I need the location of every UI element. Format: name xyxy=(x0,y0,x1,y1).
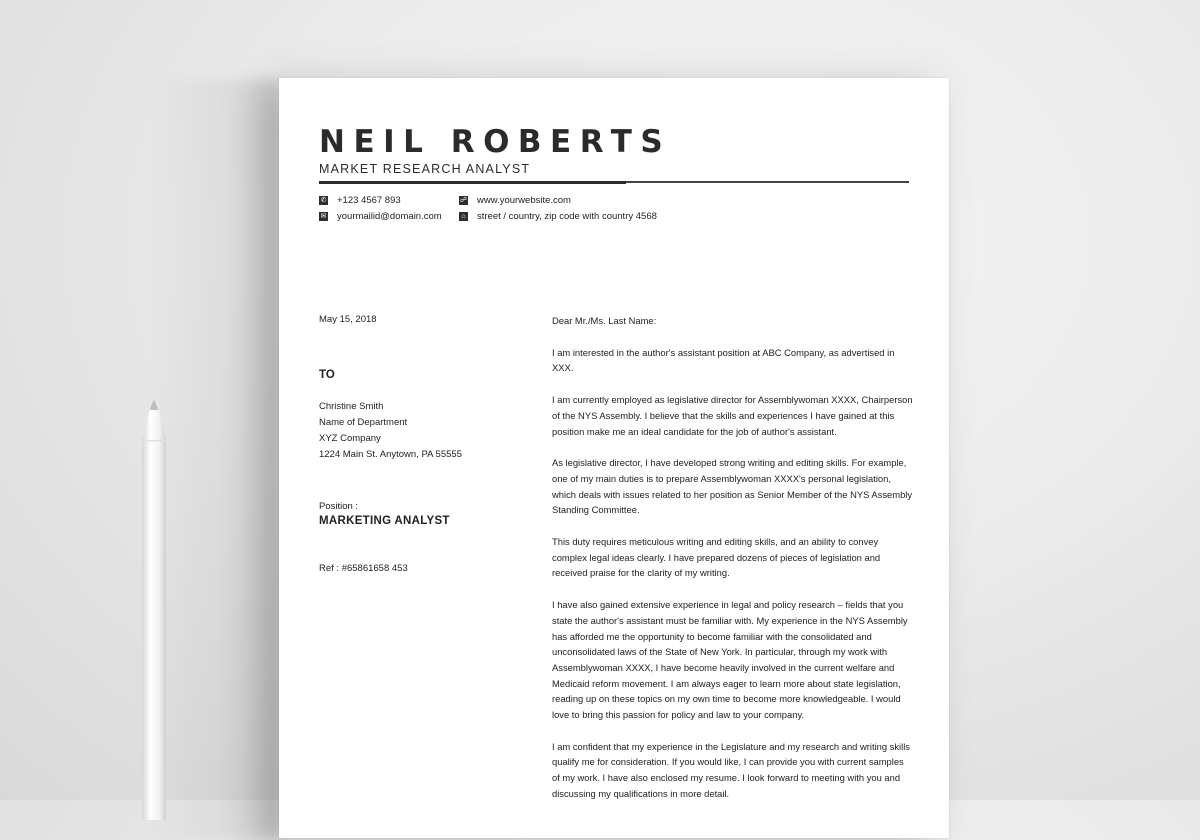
letter-greeting: Dear Mr./Ms. Last Name: xyxy=(552,315,657,326)
recipient-block xyxy=(319,399,462,463)
header-rule-thin xyxy=(626,181,909,183)
letter-paragraph: I am currently employed as legislative director for Assemblywoman XXXX, Chairperson of the NYS Assembly. I believe that the skills and experiences I have gained at this position make me an ideal candidate for the job of author's assistant. xyxy=(552,394,913,437)
letter-paragraph: I have also gained extensive experience in legal and policy research – fields that you state the author's assistant must be familiar with. My experience in the NYS Assembly has afforded me the opportunity to become familiar with the consolidated and unconsolidated laws of the State of New York. In particular, through my work with Assemblywoman XXXX, I have become heavily involved in the current welfare and Medicaid reform movement. I am always eager to learn more about state legislation, reading up on these topics on my own time to become more knowledgeable. I would love to bring this passion for policy and law to your company. xyxy=(552,599,908,721)
applicant-role: MARKET RESEARCH ANALYST xyxy=(319,162,531,176)
cover-letter-page xyxy=(279,78,949,838)
letter-paragraph: As legislative director, I have developed strong writing and editing skills. For example, one of my main duties is to prepare Assemblywoman XXXX's personal legislation, which deals with issues related to her position as Senior Member of the NYS Assembly Standing Committee. xyxy=(552,457,913,516)
recipient-company: XYZ Company xyxy=(319,433,381,444)
header-rule-thick xyxy=(319,181,626,184)
recipient-name: Christine Smith xyxy=(319,401,384,412)
contact-phone xyxy=(319,195,401,206)
contact-email xyxy=(319,211,442,222)
website-text: www.yourwebsite.com xyxy=(477,195,571,206)
letter-body xyxy=(552,313,914,818)
letter-paragraph: I am interested in the author's assistant position at ABC Company, as advertised in XXX. xyxy=(552,346,895,374)
contact-address xyxy=(459,211,657,222)
home-icon: ⌂ xyxy=(459,212,468,221)
address-text: street / country, zip code with country 4568 xyxy=(477,211,657,222)
applicant-name: NEIL ROBERTS xyxy=(319,124,672,160)
link-icon: ☍ xyxy=(459,197,468,204)
phone-text: +123 4567 893 xyxy=(337,195,401,206)
pencil-image xyxy=(137,400,171,820)
letter-paragraph: This duty requires meticulous writing and editing skills, and an ability to convey complex legal ideas clearly. I have prepared dozens of pieces of legislation and received praise for the clarity of my writing. xyxy=(552,536,881,579)
contact-website xyxy=(459,195,571,206)
recipient-address: 1224 Main St. Anytown, PA 55555 xyxy=(319,449,462,460)
position-title: MARKETING ANALYST xyxy=(319,515,450,527)
phone-icon: ✆ xyxy=(320,197,327,204)
recipient-department: Name of Department xyxy=(319,417,408,428)
letter-paragraph: I am confident that my experience in the Legislature and my research and writing skills qualify me for consideration. If you would like, I can provide you with current samples of my work. I have also enclosed my resume. I look forward to meeting with you and discussing my qualifications in more detail. xyxy=(552,740,910,799)
mail-icon: ✉ xyxy=(320,213,327,220)
to-heading: TO xyxy=(319,369,335,381)
reference-number: Ref : #65861658 453 xyxy=(319,563,408,574)
letter-date: May 15, 2018 xyxy=(319,314,377,325)
email-text: yourmailid@domain.com xyxy=(337,211,442,222)
position-label: Position : xyxy=(319,501,359,512)
